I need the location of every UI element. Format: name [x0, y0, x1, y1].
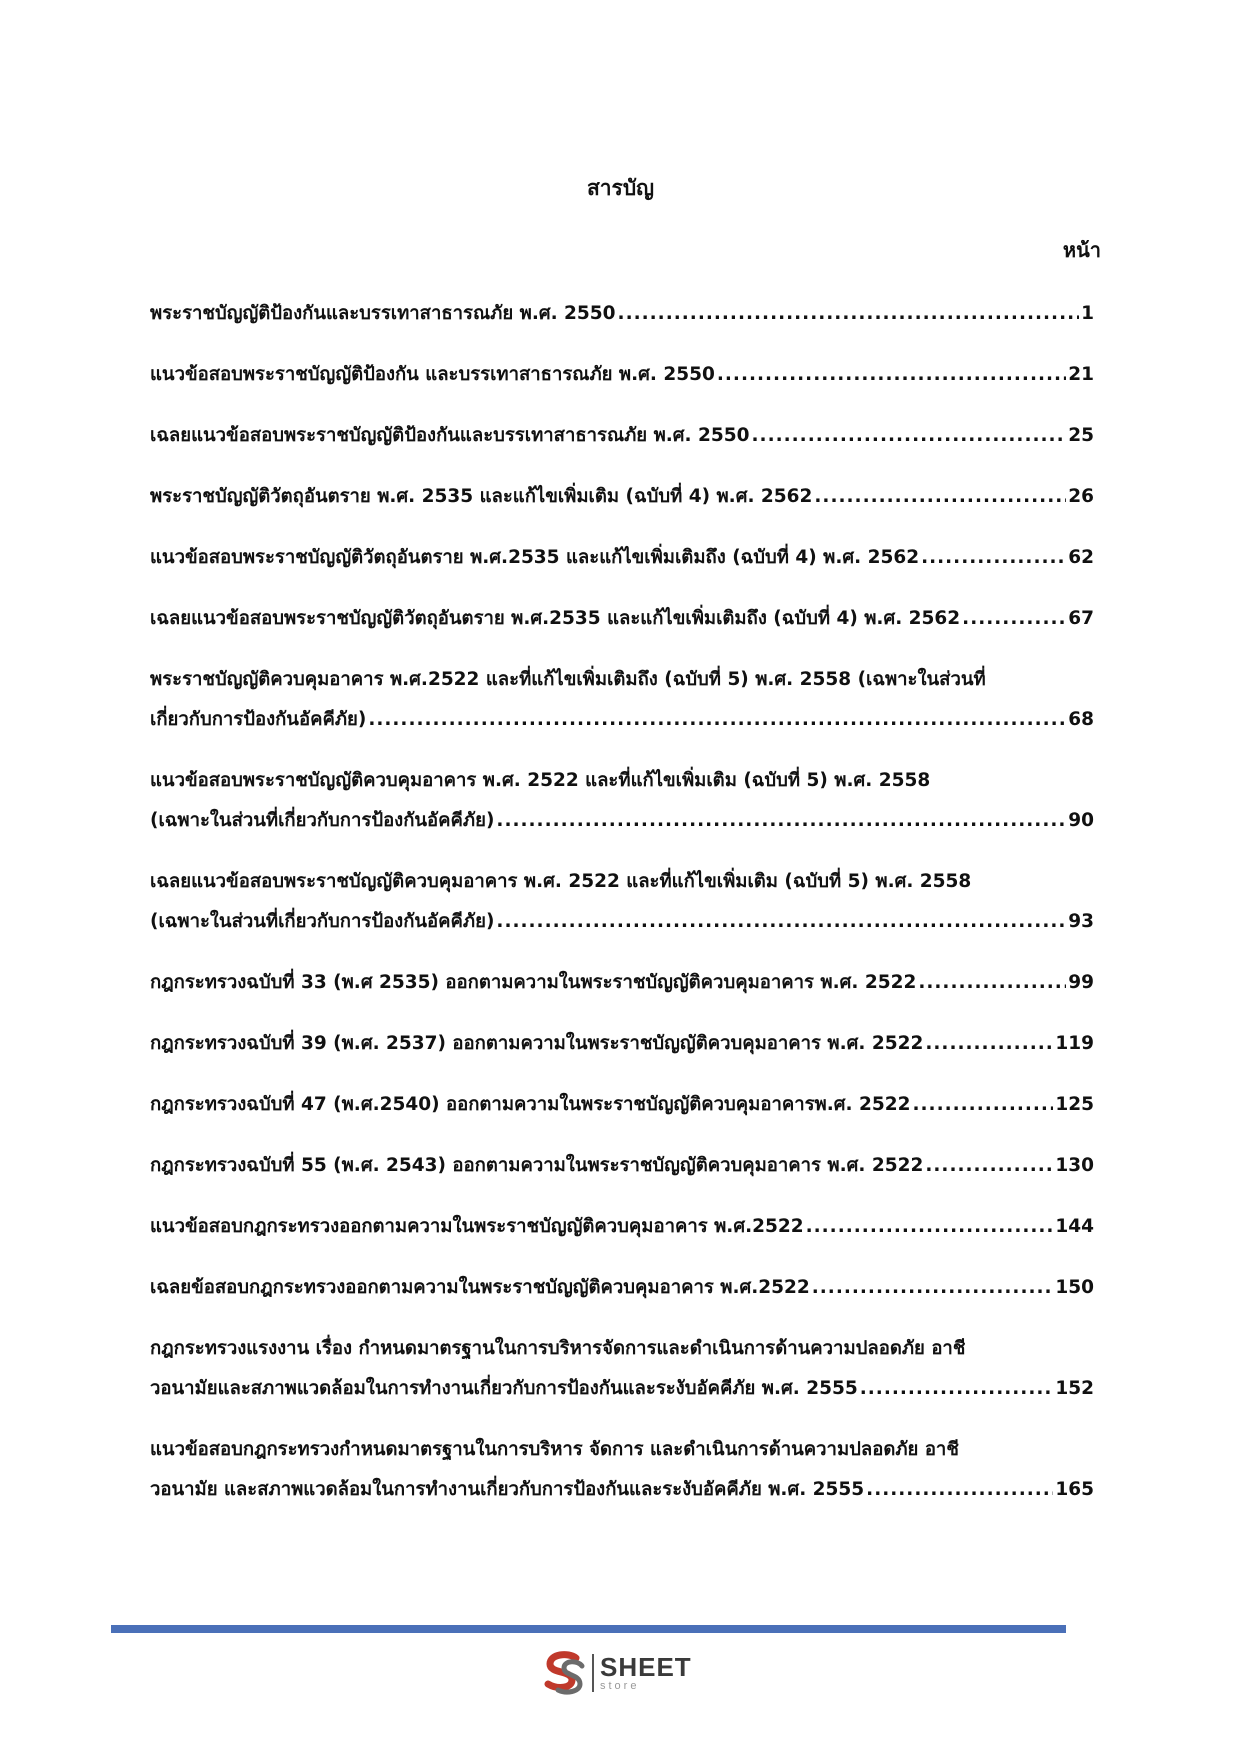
toc-entry-title-line: เฉลยแนวข้อสอบพระราชบัญญัติวัตถุอันตราย พ.ศ.2535 และแก้ไขเพิ่มเติมถึง (ฉบับที่ 4) พ.ศ. 2562: [150, 608, 961, 629]
toc-entry-title-line: พระราชบัญญัติป้องกันและบรรเทาสาธารณภัย พ.ศ. 2550: [150, 303, 616, 324]
toc-entry[interactable]: [150, 1329, 1094, 1409]
toc-entry[interactable]: [150, 761, 1094, 841]
logo-brand-sub: store: [600, 1680, 640, 1692]
toc-page-number: 144: [1055, 1216, 1094, 1237]
logo-divider: [592, 1654, 594, 1692]
footer-logo: [538, 1648, 692, 1698]
toc-entry[interactable]: [150, 538, 1094, 578]
toc-entry-last-line: [150, 416, 1094, 456]
toc-entry-title-line: พระราชบัญญัติควบคุมอาคาร พ.ศ.2522 และที่แก้ไขเพิ่มเติมถึง (ฉบับที่ 5) พ.ศ. 2558 (เฉพาะในส่วนที่: [150, 669, 986, 690]
toc-entry[interactable]: [150, 599, 1094, 639]
toc-page-number: 67: [1068, 608, 1094, 629]
toc-entry-title-line: แนวข้อสอบกฎกระทรวงออกตามความในพระราชบัญญัติควบคุมอาคาร พ.ศ.2522: [150, 1216, 804, 1237]
toc-entry-last-line: [150, 1268, 1094, 1308]
toc-page-number: 1: [1081, 303, 1094, 324]
toc-entry-last-line: [150, 355, 1094, 395]
toc-entry[interactable]: [150, 294, 1094, 334]
toc-leader-dots: [618, 294, 1080, 334]
logo-brand: SHEET: [600, 1652, 692, 1682]
toc-page-number: 130: [1055, 1155, 1094, 1176]
toc-entry[interactable]: [150, 355, 1094, 395]
toc-entry-title-line: กฎกระทรวงฉบับที่ 33 (พ.ศ 2535) ออกตามความในพระราชบัญญัติควบคุมอาคาร พ.ศ. 2522: [150, 972, 917, 993]
toc-page-number: 99: [1068, 972, 1094, 993]
toc-entry-last-line: [150, 1085, 1094, 1125]
page-title: สารบัญ: [586, 176, 655, 200]
toc-entry-last-line: [150, 538, 1094, 578]
table-of-contents: [150, 294, 1094, 1531]
toc-entry-last-line: [150, 294, 1094, 334]
toc-entry-last-line: [150, 1024, 1094, 1064]
toc-entry[interactable]: [150, 963, 1094, 1003]
toc-leader-dots: [496, 902, 1066, 942]
toc-entry-title-line: เกี่ยวกับการป้องกันอัคคีภัย): [150, 709, 367, 730]
toc-leader-dots: [921, 538, 1066, 578]
toc-page-number: 26: [1068, 486, 1094, 507]
toc-page-number: 68: [1068, 709, 1094, 730]
toc-entry-last-line: [150, 902, 1094, 942]
toc-entry-last-line: [150, 477, 1094, 517]
toc-entry-last-line: [150, 599, 1094, 639]
page-column-label: หน้า: [1062, 238, 1101, 262]
toc-entry-title-line: แนวข้อสอบกฎกระทรวงกำหนดมาตรฐานในการบริหาร จัดการ และดำเนินการด้านความปลอดภัย อาชี: [150, 1439, 959, 1460]
toc-entry[interactable]: [150, 416, 1094, 456]
toc-leader-dots: [752, 416, 1067, 456]
toc-entry-title-line: (เฉพาะในส่วนที่เกี่ยวกับการป้องกันอัคคีภัย): [150, 810, 495, 831]
toc-page-number: 165: [1055, 1479, 1094, 1500]
toc-entry-last-line: [150, 1146, 1094, 1186]
toc-entry[interactable]: [150, 862, 1094, 942]
toc-leader-dots: [962, 599, 1066, 639]
toc-entry[interactable]: [150, 1024, 1094, 1064]
toc-entry-title-line: กฎกระทรวงฉบับที่ 55 (พ.ศ. 2543) ออกตามความในพระราชบัญญัติควบคุมอาคาร พ.ศ. 2522: [150, 1155, 924, 1176]
toc-entry-title-line: แนวข้อสอบพระราชบัญญัติป้องกัน และบรรเทาสาธารณภัย พ.ศ. 2550: [150, 364, 715, 385]
toc-entry[interactable]: [150, 1085, 1094, 1125]
toc-page-number: 62: [1068, 547, 1094, 568]
toc-entry-last-line: [150, 1470, 1094, 1510]
toc-entry-title-line: วอนามัย และสภาพแวดล้อมในการทำงานเกี่ยวกับการป้องกันและระงับอัคคีภัย พ.ศ. 2555: [150, 1479, 865, 1500]
toc-page-number: 90: [1068, 810, 1094, 831]
toc-entry-title-line: เฉลยแนวข้อสอบพระราชบัญญัติป้องกันและบรรเทาสาธารณภัย พ.ศ. 2550: [150, 425, 750, 446]
toc-leader-dots: [368, 700, 1066, 740]
toc-entry[interactable]: [150, 1207, 1094, 1247]
toc-leader-dots: [866, 1470, 1053, 1510]
toc-entry-title-line: กฎกระทรวงแรงงาน เรื่อง กำหนดมาตรฐานในการบริหารจัดการและดำเนินการด้านความปลอดภัย อาชี: [150, 1338, 966, 1359]
logo-text: [600, 1654, 692, 1692]
toc-entry-last-line: [150, 1369, 1094, 1409]
toc-entry-title-line: กฎกระทรวงฉบับที่ 47 (พ.ศ.2540) ออกตามความในพระราชบัญญัติควบคุมอาคารพ.ศ. 2522: [150, 1094, 911, 1115]
toc-page-number: 25: [1068, 425, 1094, 446]
toc-leader-dots: [806, 1207, 1054, 1247]
toc-page-number: 150: [1055, 1277, 1094, 1298]
toc-entry[interactable]: [150, 1268, 1094, 1308]
toc-entry-title-line: แนวข้อสอบพระราชบัญญัติวัตถุอันตราย พ.ศ.2535 และแก้ไขเพิ่มเติมถึง (ฉบับที่ 4) พ.ศ. 2562: [150, 547, 920, 568]
toc-entry-last-line: [150, 1207, 1094, 1247]
toc-leader-dots: [860, 1369, 1054, 1409]
toc-entry[interactable]: [150, 1430, 1094, 1510]
toc-entry-last-line: [150, 963, 1094, 1003]
toc-entry-last-line: [150, 700, 1094, 740]
toc-leader-dots: [925, 1024, 1053, 1064]
toc-leader-dots: [814, 477, 1066, 517]
toc-entry-title-line: วอนามัยและสภาพแวดล้อมในการทำงานเกี่ยวกับการป้องกันและระงับอัคคีภัย พ.ศ. 2555: [150, 1378, 858, 1399]
sheet-store-logo-icon: [538, 1648, 588, 1698]
toc-entry-last-line: [150, 801, 1094, 841]
toc-entry-title-line: แนวข้อสอบพระราชบัญญัติควบคุมอาคาร พ.ศ. 2522 และที่แก้ไขเพิ่มเติม (ฉบับที่ 5) พ.ศ. 2558: [150, 770, 931, 791]
toc-entry-title-line: พระราชบัญญัติวัตถุอันตราย พ.ศ. 2535 และแก้ไขเพิ่มเติม (ฉบับที่ 4) พ.ศ. 2562: [150, 486, 813, 507]
toc-entry[interactable]: [150, 477, 1094, 517]
toc-leader-dots: [812, 1268, 1054, 1308]
toc-page-number: 119: [1055, 1033, 1094, 1054]
toc-entry-title-line: กฎกระทรวงฉบับที่ 39 (พ.ศ. 2537) ออกตามความในพระราชบัญญัติควบคุมอาคาร พ.ศ. 2522: [150, 1033, 924, 1054]
toc-entry[interactable]: [150, 1146, 1094, 1186]
toc-leader-dots: [496, 801, 1066, 841]
footer-rule: [111, 1625, 1066, 1633]
toc-entry[interactable]: [150, 660, 1094, 740]
toc-page-number: 21: [1068, 364, 1094, 385]
toc-page-number: 125: [1055, 1094, 1094, 1115]
toc-leader-dots: [717, 355, 1066, 395]
toc-entry-title-line: เฉลยข้อสอบกฎกระทรวงออกตามความในพระราชบัญญัติควบคุมอาคาร พ.ศ.2522: [150, 1277, 810, 1298]
toc-leader-dots: [918, 963, 1066, 1003]
toc-leader-dots: [912, 1085, 1053, 1125]
toc-leader-dots: [925, 1146, 1053, 1186]
toc-entry-title-line: (เฉพาะในส่วนที่เกี่ยวกับการป้องกันอัคคีภัย): [150, 911, 495, 932]
toc-page-number: 93: [1068, 911, 1094, 932]
toc-entry-title-line: เฉลยแนวข้อสอบพระราชบัญญัติควบคุมอาคาร พ.ศ. 2522 และที่แก้ไขเพิ่มเติม (ฉบับที่ 5) พ.ศ. 2558: [150, 871, 972, 892]
toc-page-number: 152: [1055, 1378, 1094, 1399]
